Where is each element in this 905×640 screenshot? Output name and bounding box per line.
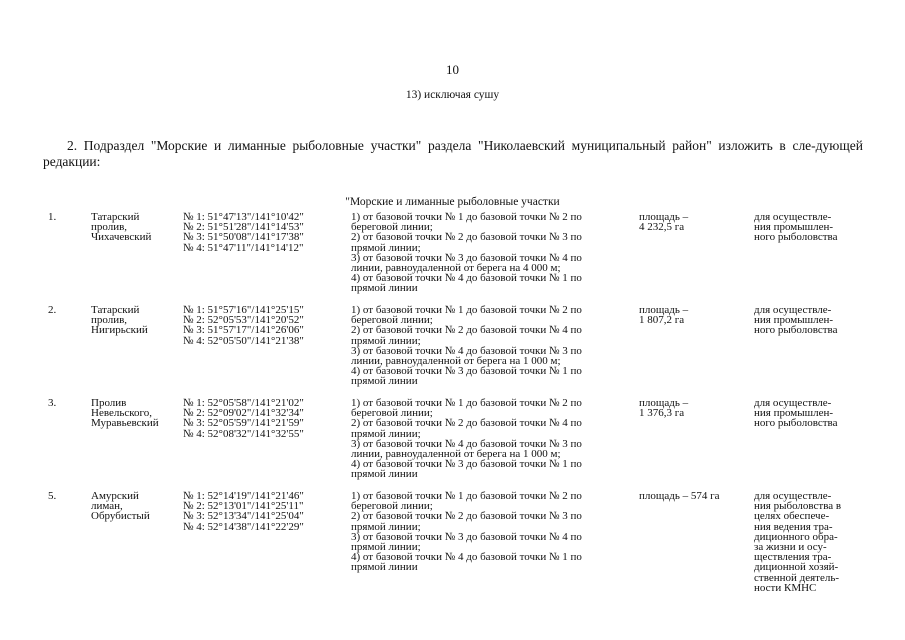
site-area	[639, 212, 747, 232]
site-coordinates	[183, 305, 348, 346]
boundary-description-line: линии, равноудаленной от берега на 4 000 м;	[351, 262, 561, 275]
site-purpose-line: ния промышлен-	[754, 221, 834, 234]
site-purpose-line: за жизни и осу-	[754, 541, 827, 554]
site-area-line: площадь –	[639, 304, 689, 316]
boundary-description	[351, 305, 641, 387]
boundary-description-line: линии, равноудаленной от берега на 1 000 м;	[351, 448, 561, 461]
boundary-description-line: 4) от базовой точки № 4 до базовой точки № 1 по	[351, 272, 582, 285]
site-name	[91, 212, 181, 243]
boundary-description-line: береговой линии;	[351, 407, 433, 420]
site-purpose-line: ществления тра-	[754, 551, 832, 564]
boundary-description-line: прямой линии	[351, 468, 418, 481]
boundary-description-line: 4) от базовой точки № 3 до базовой точки № 1 по	[351, 365, 582, 378]
top-note: 13) исключая сушу	[405, 89, 500, 101]
site-coordinates-line: № 2: 51°51'28"/141°14'53"	[183, 221, 304, 234]
boundary-description-line: 3) от базовой точки № 3 до базовой точки № 4 по	[351, 530, 582, 543]
site-coordinates-line: № 2: 52°09'02"/141°32'34"	[183, 407, 304, 420]
site-purpose-line: ния промышлен-	[754, 314, 834, 327]
site-area-line: площадь – 574 га	[639, 490, 720, 502]
site-coordinates	[183, 491, 348, 532]
site-purpose-line: ного рыболовства	[754, 324, 838, 337]
site-name-line: Татарский	[91, 211, 140, 223]
site-name-line: Амурский	[91, 490, 139, 502]
boundary-description-line: 1) от базовой точки № 1 до базовой точки № 2 по	[351, 304, 582, 316]
boundary-description	[351, 398, 641, 480]
boundary-description-line: 1) от базовой точки № 1 до базовой точки № 2 по	[351, 490, 582, 502]
site-coordinates-line: № 3: 51°57'17"/141°26'06"	[183, 324, 304, 337]
site-coordinates-line: № 3: 51°50'08"/141°17'38"	[183, 231, 304, 244]
table-title: "Морские и лиманные рыболовные участки	[345, 196, 560, 208]
site-coordinates-line: № 1: 51°47'13"/141°10'42"	[183, 211, 304, 223]
boundary-description-line: 2) от базовой точки № 2 до базовой точки № 4 по	[351, 324, 582, 337]
row-number-line: 5.	[48, 490, 57, 502]
site-name-line: пролив,	[91, 314, 128, 327]
boundary-description-line: прямой линии;	[351, 241, 421, 254]
boundary-description-line: 3) от базовой точки № 3 до базовой точки № 4 по	[351, 251, 582, 264]
site-coordinates	[183, 212, 348, 253]
site-name-line: Обрубистый	[91, 510, 150, 523]
site-area	[639, 491, 747, 501]
site-purpose-line: для осуществле-	[754, 211, 832, 223]
boundary-description-line: 4) от базовой точки № 4 до базовой точки № 1 по	[351, 551, 582, 564]
boundary-description-line: прямой линии;	[351, 541, 421, 554]
site-purpose	[754, 398, 864, 429]
site-area-line: 1 807,2 га	[639, 314, 685, 327]
site-purpose-line: для осуществле-	[754, 490, 832, 502]
boundary-description-line: 2) от базовой точки № 2 до базовой точки № 3 по	[351, 231, 582, 244]
site-coordinates-line: № 4: 52°08'32"/141°32'55"	[183, 427, 304, 440]
boundary-description-line: береговой линии;	[351, 500, 433, 513]
site-coordinates-line: № 4: 52°05'50"/141°21'38"	[183, 334, 304, 347]
site-coordinates-line: № 2: 52°05'53"/141°20'52"	[183, 314, 304, 327]
boundary-description-line: 3) от базовой точки № 4 до базовой точки № 3 по	[351, 437, 582, 450]
site-area	[639, 305, 747, 325]
site-name-line: Чихачевский	[91, 231, 152, 244]
site-purpose-line: ния промышлен-	[754, 407, 834, 420]
site-name-line: Невельского,	[91, 407, 152, 420]
site-purpose-line: ного рыболовства	[754, 417, 838, 430]
site-purpose	[754, 305, 864, 336]
boundary-description-line: береговой линии;	[351, 221, 433, 234]
site-purpose-line: диционной хозяй-	[754, 561, 839, 574]
page-number: 10	[446, 62, 459, 77]
boundary-description-line: 2) от базовой точки № 2 до базовой точки № 3 по	[351, 510, 582, 523]
boundary-description-line: прямой линии	[351, 375, 418, 388]
boundary-description	[351, 212, 641, 294]
boundary-description-line: береговой линии;	[351, 314, 433, 327]
boundary-description-line: прямой линии	[351, 561, 418, 574]
site-area	[639, 398, 747, 418]
site-name-line: Татарский	[91, 304, 140, 316]
site-name-line: лиман,	[91, 500, 123, 513]
row-number-line: 3.	[48, 397, 57, 409]
site-coordinates-line: № 2: 52°13'01"/141°25'11"	[183, 500, 304, 513]
boundary-description-line: линии, равноудаленной от берега на 1 000 м;	[351, 355, 561, 368]
boundary-description-line: 3) от базовой точки № 4 до базовой точки № 3 по	[351, 344, 582, 357]
site-coordinates-line: № 4: 52°14'38"/141°22'29"	[183, 520, 304, 533]
boundary-description-line: 4) от базовой точки № 3 до базовой точки № 1 по	[351, 458, 582, 471]
site-name-line: Нигирьский	[91, 324, 148, 337]
site-name-line: Муравьевский	[91, 417, 159, 430]
boundary-description-line: прямой линии;	[351, 427, 421, 440]
boundary-description-line: 1) от базовой точки № 1 до базовой точки № 2 по	[351, 397, 582, 409]
site-area-line: площадь –	[639, 397, 689, 409]
site-area-line: 1 376,3 га	[639, 407, 685, 420]
site-area-line: площадь –	[639, 211, 689, 223]
site-purpose-line: ственной деятель-	[754, 571, 840, 584]
boundary-description-line: прямой линии;	[351, 520, 421, 533]
site-name	[91, 398, 181, 429]
site-coordinates	[183, 398, 348, 439]
boundary-description-line: 2) от базовой точки № 2 до базовой точки № 4 по	[351, 417, 582, 430]
boundary-description-line: прямой линии	[351, 282, 418, 295]
site-name	[91, 491, 181, 522]
site-coordinates-line: № 1: 52°05'58"/141°21'02"	[183, 397, 304, 409]
site-purpose-line: диционного обра-	[754, 530, 838, 543]
boundary-description-line: прямой линии;	[351, 334, 421, 347]
site-coordinates-line: № 1: 51°57'16"/141°25'15"	[183, 304, 304, 316]
site-purpose-line: целях обеспече-	[754, 510, 830, 523]
row-number	[48, 305, 56, 315]
site-purpose-line: ния рыболовства в	[754, 500, 842, 513]
site-purpose-line: ности КМНС	[754, 581, 817, 594]
amendment-paragraph: 2. Подраздел "Морские и лиманные рыболовные участки" раздела "Николаевский муниципальный район" изложить в сле-дующей редакции:	[43, 138, 863, 169]
site-name	[91, 305, 181, 336]
row-number	[48, 398, 56, 408]
site-coordinates-line: № 1: 52°14'19"/141°21'46"	[183, 490, 304, 502]
site-name-line: пролив,	[91, 221, 128, 234]
row-number	[48, 491, 56, 501]
boundary-description-line: 1) от базовой точки № 1 до базовой точки № 2 по	[351, 211, 582, 223]
site-purpose-line: ния ведения тра-	[754, 520, 833, 533]
row-number-line: 2.	[48, 304, 57, 316]
site-purpose	[754, 491, 864, 593]
row-number	[48, 212, 56, 222]
site-name-line: Пролив	[91, 397, 127, 409]
site-purpose-line: для осуществле-	[754, 397, 832, 409]
site-coordinates-line: № 3: 52°05'59"/141°21'59"	[183, 417, 304, 430]
site-coordinates-line: № 4: 51°47'11"/141°14'12"	[183, 241, 304, 254]
site-purpose	[754, 212, 864, 243]
row-number-line: 1.	[48, 211, 57, 223]
site-purpose-line: ного рыболовства	[754, 231, 838, 244]
site-purpose-line: для осуществле-	[754, 304, 832, 316]
site-area-line: 4 232,5 га	[639, 221, 685, 234]
boundary-description	[351, 491, 641, 573]
site-coordinates-line: № 3: 52°13'34"/141°25'04"	[183, 510, 304, 523]
